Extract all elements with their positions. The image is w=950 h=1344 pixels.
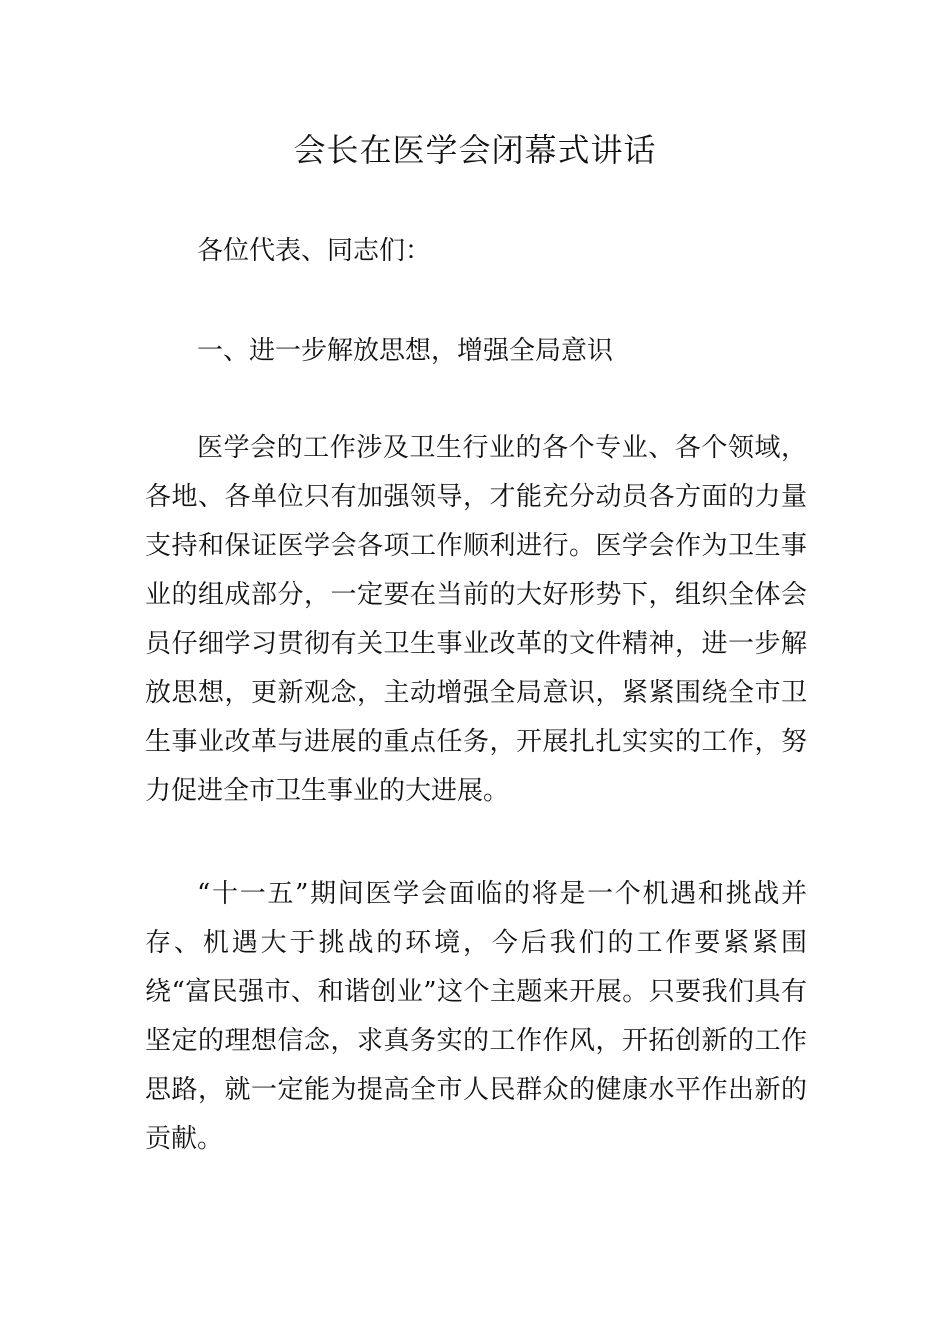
body-paragraph: 医学会的工作涉及卫生行业的各个专业、各个领域，各地、各单位只有加强领导，才能充分动员各方面的力量支持和保证医学会各项工作顺利进行。医学会作为卫生事业的组成部分，一定要在当前的大好形势下，组织全体会员仔细学习贯彻有关卫生事业改革的文件精神，进一步解放思想，更新观念，主动增强全局意识，紧紧围绕全市卫生事业改革与进展的重点任务，开展扎扎实实的工作，努力促进全市卫生事业的大进展。	[145, 433, 807, 806]
section-heading: 一、进一步解放思想，增强全局意识	[197, 336, 614, 366]
document-title: 会长在医学会闭幕式讲话	[293, 131, 657, 169]
salutation: 各位代表、同志们：	[197, 236, 432, 266]
body-paragraph: “十一五”期间医学会面临的将是一个机遇和挑战并存、机遇大于挑战的环境，今后我们的工作要紧紧围绕“富民强市、和谐创业”这个主题来开展。只要我们具有坚定的理想信念，求真务实的工作作风，开拓创新的工作思路，就一定能为提高全市人民群众的健康水平作出新的贡献。	[145, 879, 807, 1154]
